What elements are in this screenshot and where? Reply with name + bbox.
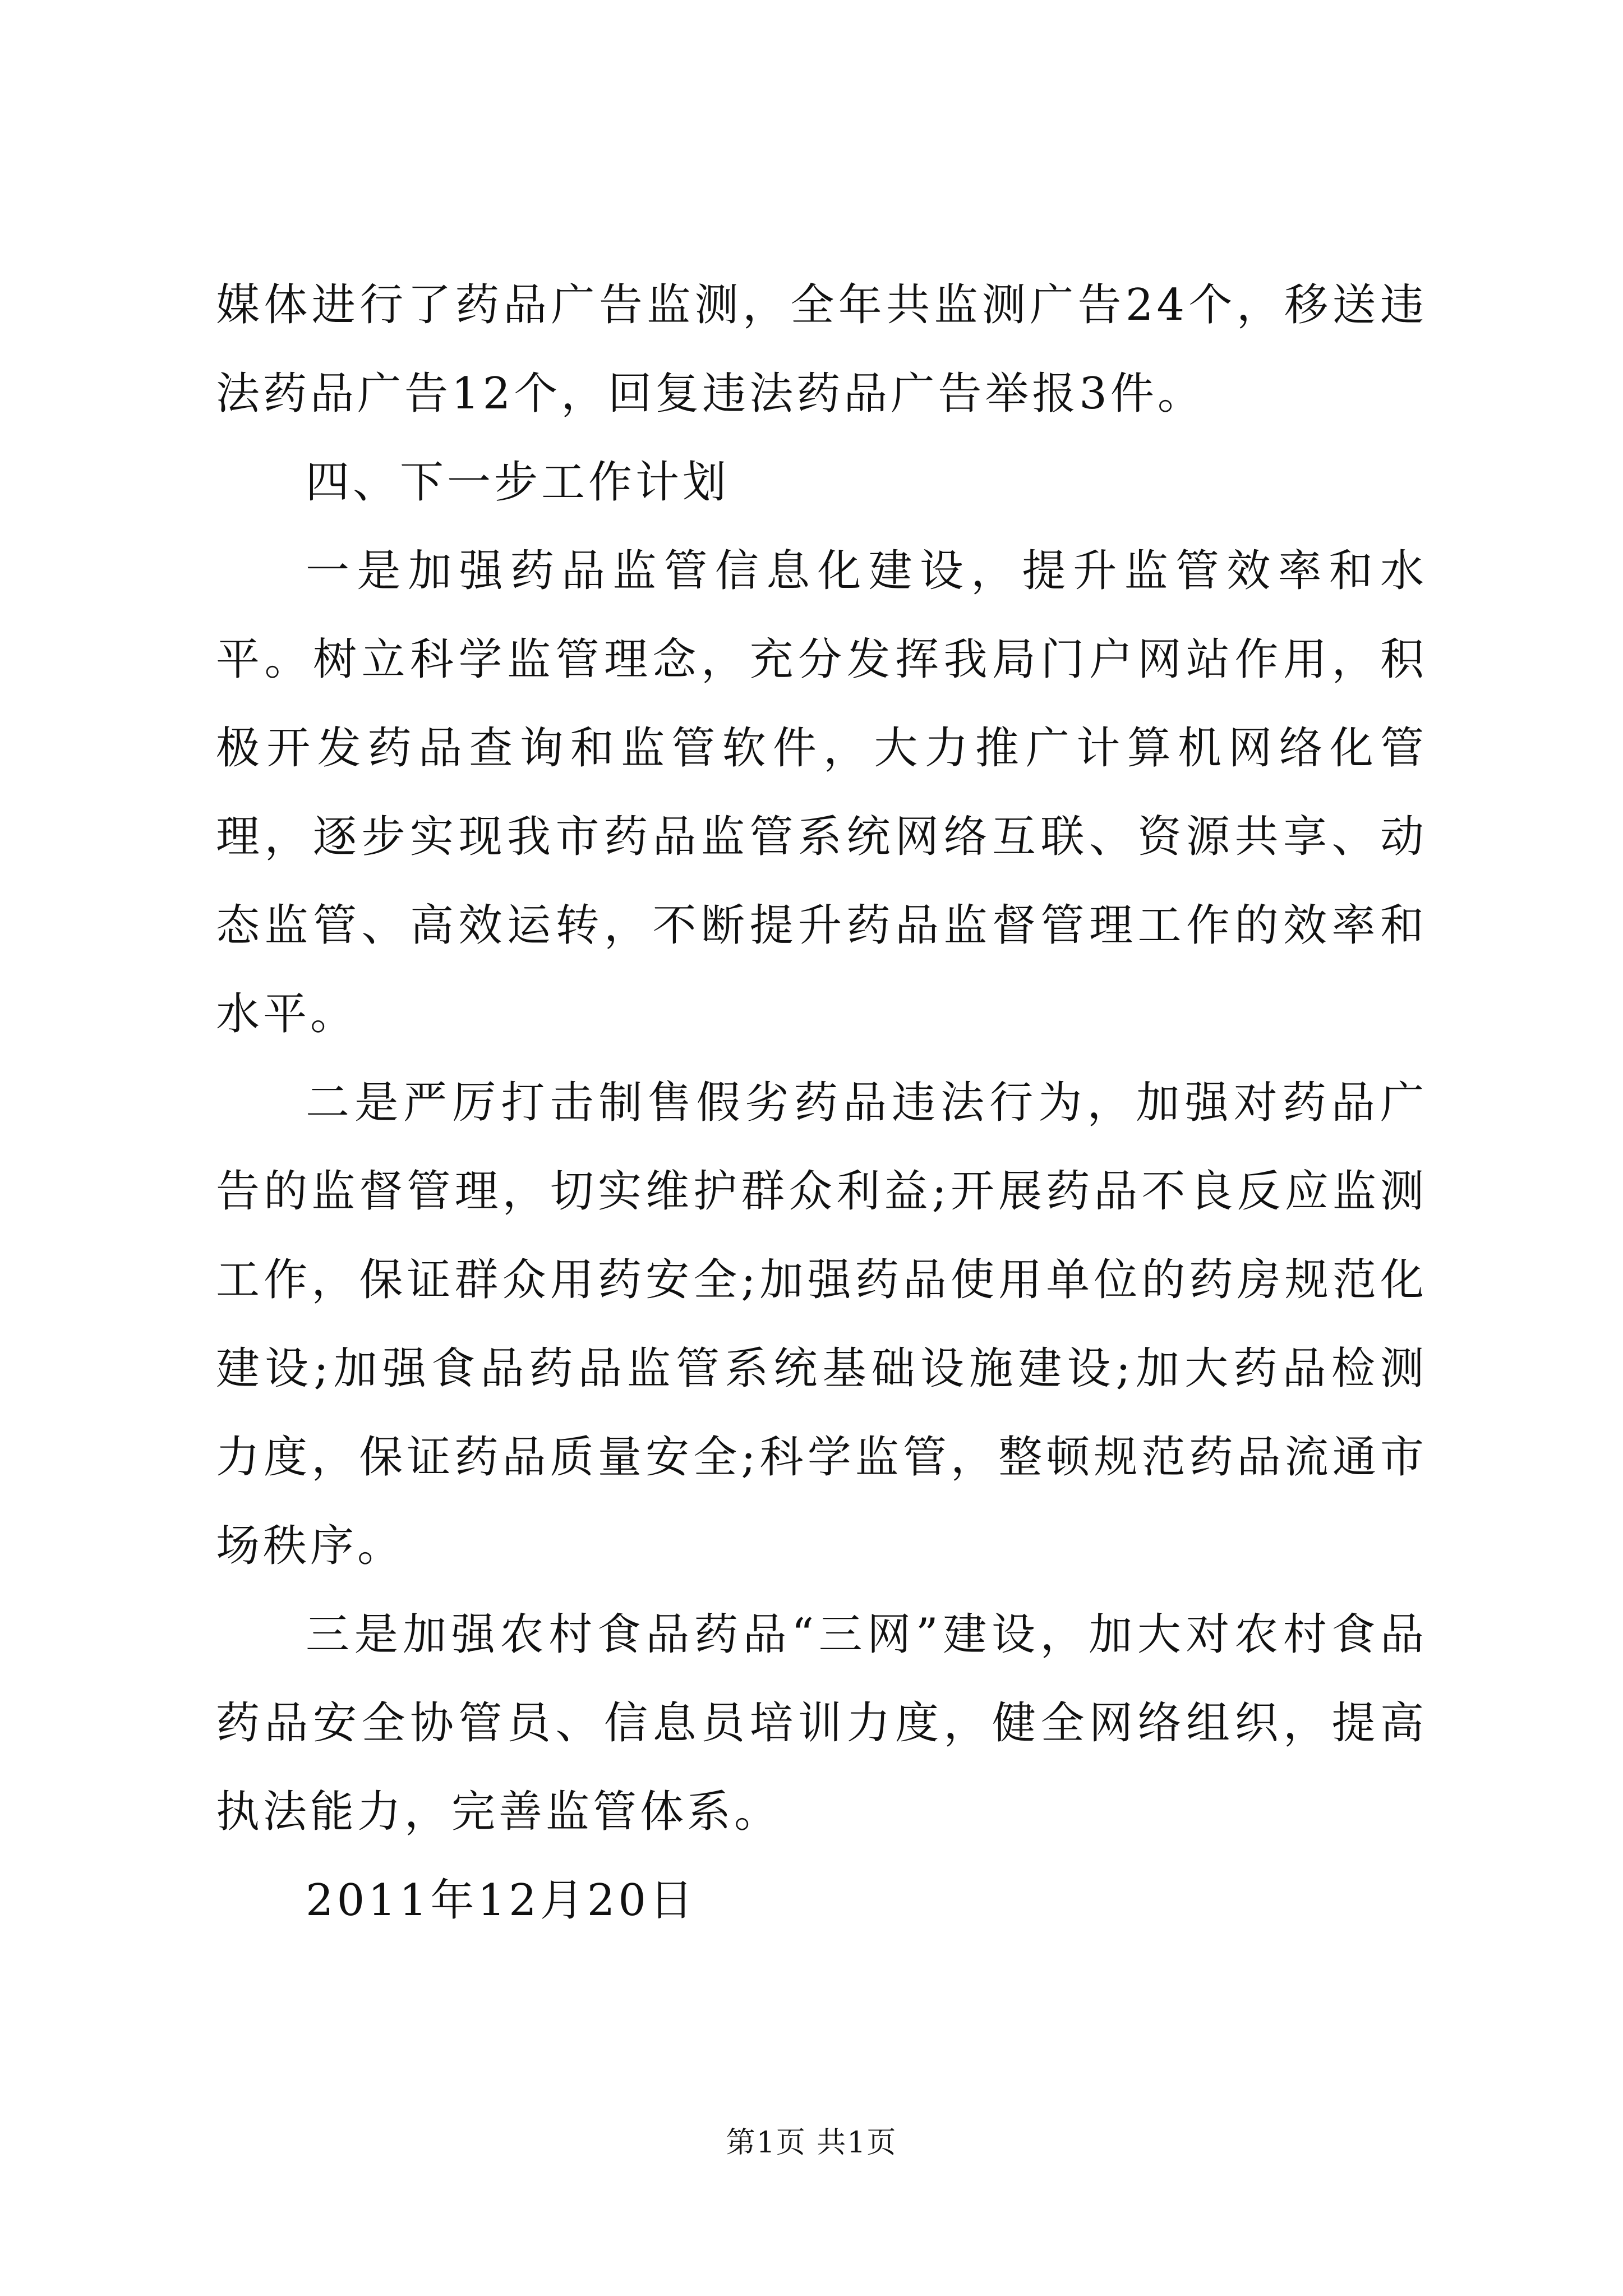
paragraph-plan-3: 三是加强农村食品药品“三网”建设，加大对农村食品药品安全协管员、信息员培训力度，健全网络组织，提高执法能力，完善监管体系。: [216, 1609, 1427, 1837]
paragraph-plan-2: 二是严厉打击制售假劣药品违法行为，加强对药品广告的监督管理，切实维护群众利益;开展药品不良反应监测工作，保证群众用药安全;加强药品使用单位的药房规范化建设;加强食品药品监管系统基础设施建设;加大药品检测力度，保证药品质量安全;科学监管，整顿规范药品流通市场秩序。: [216, 1078, 1427, 1571]
continuation-paragraph: 媒体进行了药品广告监测，全年共监测广告24个，移送违法药品广告12个，回复违法药品广告举报3件。: [216, 280, 1427, 419]
document-body: [216, 261, 1427, 1945]
paragraph-plan-1: 一是加强药品监管信息化建设，提升监管效率和水平。树立科学监管理念，充分发挥我局门户网站作用，积极开发药品查询和监管软件，大力推广计算机网络化管理，逐步实现我市药品监管系统网络互联、资源共享、动态监管、高效运转，不断提升药品监督管理工作的效率和水平。: [216, 546, 1427, 1039]
page-footer: 第1页 共1页: [726, 2126, 897, 2160]
section-heading: 四、下一步工作计划: [306, 457, 730, 508]
document-date: 2011年12月20日: [306, 1875, 697, 1926]
